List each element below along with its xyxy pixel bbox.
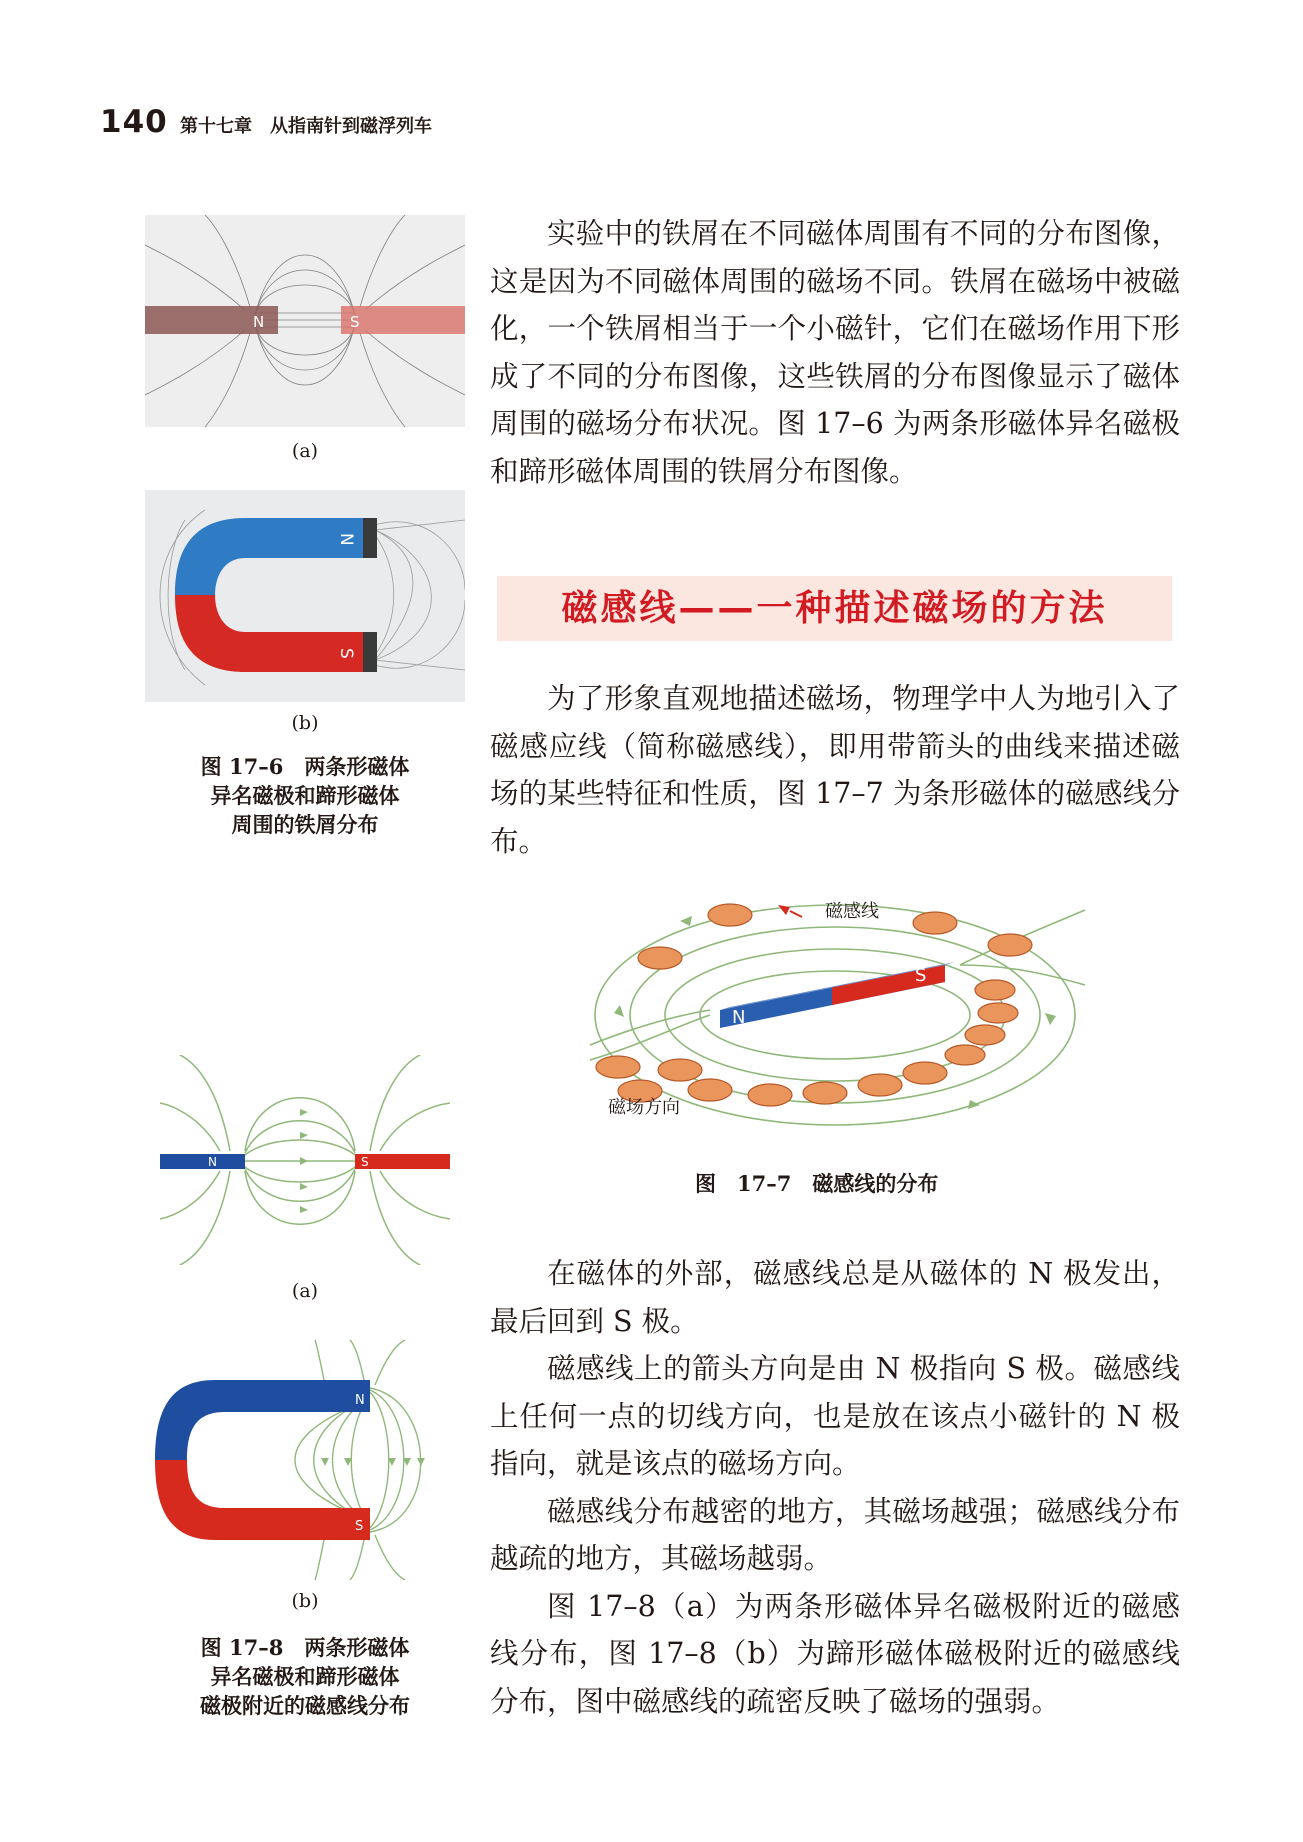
fig17-8a-diagram <box>160 1055 450 1265</box>
paragraph-4: 磁感线上的箭头方向是由 N 极指向 S 极。磁感线上任何一点的切线方向，也是放在该点小磁针的 N 极指向，就是该点的磁场方向。 <box>490 1352 1180 1480</box>
fig17-6b-photo <box>145 490 465 702</box>
fig17-8b-s-pole: S <box>355 1519 364 1534</box>
page-number: 140 <box>100 104 168 140</box>
fig17-6a-photo <box>145 215 465 427</box>
fig17-7-n-pole: N <box>732 1007 746 1028</box>
fig17-8a-n-pole: N <box>208 1155 217 1169</box>
fig17-8b-n-pole: N <box>355 1393 365 1408</box>
chapter-title: 第十七章 从指南针到磁浮列车 <box>180 116 432 137</box>
fig17-7-field-line-label: 磁感线 <box>825 901 879 922</box>
paragraph-1: 实验中的铁屑在不同磁体周围有不同的分布图像，这是因为不同磁体周围的磁场不同。铁屑在磁场中被磁化，一个铁屑相当于一个小磁针，它们在磁场作用下形成了不同的分布图像，这些铁屑的分布图像显示了磁体周围的磁场分布状况。图 17–6 为两条形磁体异名磁极和蹄形磁体周围的铁屑分布图像。 <box>490 217 1180 488</box>
paragraph-5: 磁感线分布越密的地方，其磁场越强；磁感线分布越疏的地方，其磁场越弱。 <box>490 1494 1180 1575</box>
fig17-6a-n-pole: N <box>253 313 265 331</box>
fig17-7-caption: 图 17–7 磁感线的分布 <box>695 1171 939 1196</box>
fig17-8b-diagram <box>145 1340 445 1580</box>
fig17-8a-s-pole: S <box>361 1155 369 1169</box>
fig17-7-field-dir-label: 磁场方向 <box>608 1097 680 1118</box>
fig17-6b-label: (b) <box>291 712 319 734</box>
fig17-6a-s-pole: S <box>350 313 360 331</box>
fig17-8a-label: (a) <box>291 1280 319 1302</box>
paragraph-6: 图 17–8（a）为两条形磁体异名磁极附近的磁感线分布，图 17–8（b）为蹄形磁体磁极附近的磁感线分布，图中磁感线的疏密反映了磁场的强弱。 <box>490 1589 1180 1718</box>
fig17-6b-n-pole: N <box>336 533 356 546</box>
fig17-6b-s-pole: S <box>336 648 356 659</box>
fig17-7-diagram <box>580 895 1090 1140</box>
fig17-7-s-pole: S <box>915 965 927 986</box>
fig17-6-caption: 图 17–6 两条形磁体 异名磁极和蹄形磁体 周围的铁屑分布 <box>200 754 410 837</box>
fig17-6a-label: (a) <box>291 440 319 462</box>
paragraph-2: 为了形象直观地描述磁场，物理学中人为地引入了磁感应线（简称磁感线），即用带箭头的曲线来描述磁场的某些特征和性质，图 17–7 为条形磁体的磁感线分布。 <box>490 682 1180 858</box>
fig17-8-caption: 图 17–8 两条形磁体 异名磁极和蹄形磁体 磁极附近的磁感线分布 <box>200 1635 410 1718</box>
section-heading: 磁感线——一种描述磁场的方法 <box>561 588 1108 629</box>
fig17-8b-label: (b) <box>291 1590 319 1612</box>
body-text-lower <box>490 1250 1180 1725</box>
paragraph-3: 在磁体的外部，磁感线总是从磁体的 N 极发出，最后回到 S 极。 <box>490 1257 1180 1338</box>
